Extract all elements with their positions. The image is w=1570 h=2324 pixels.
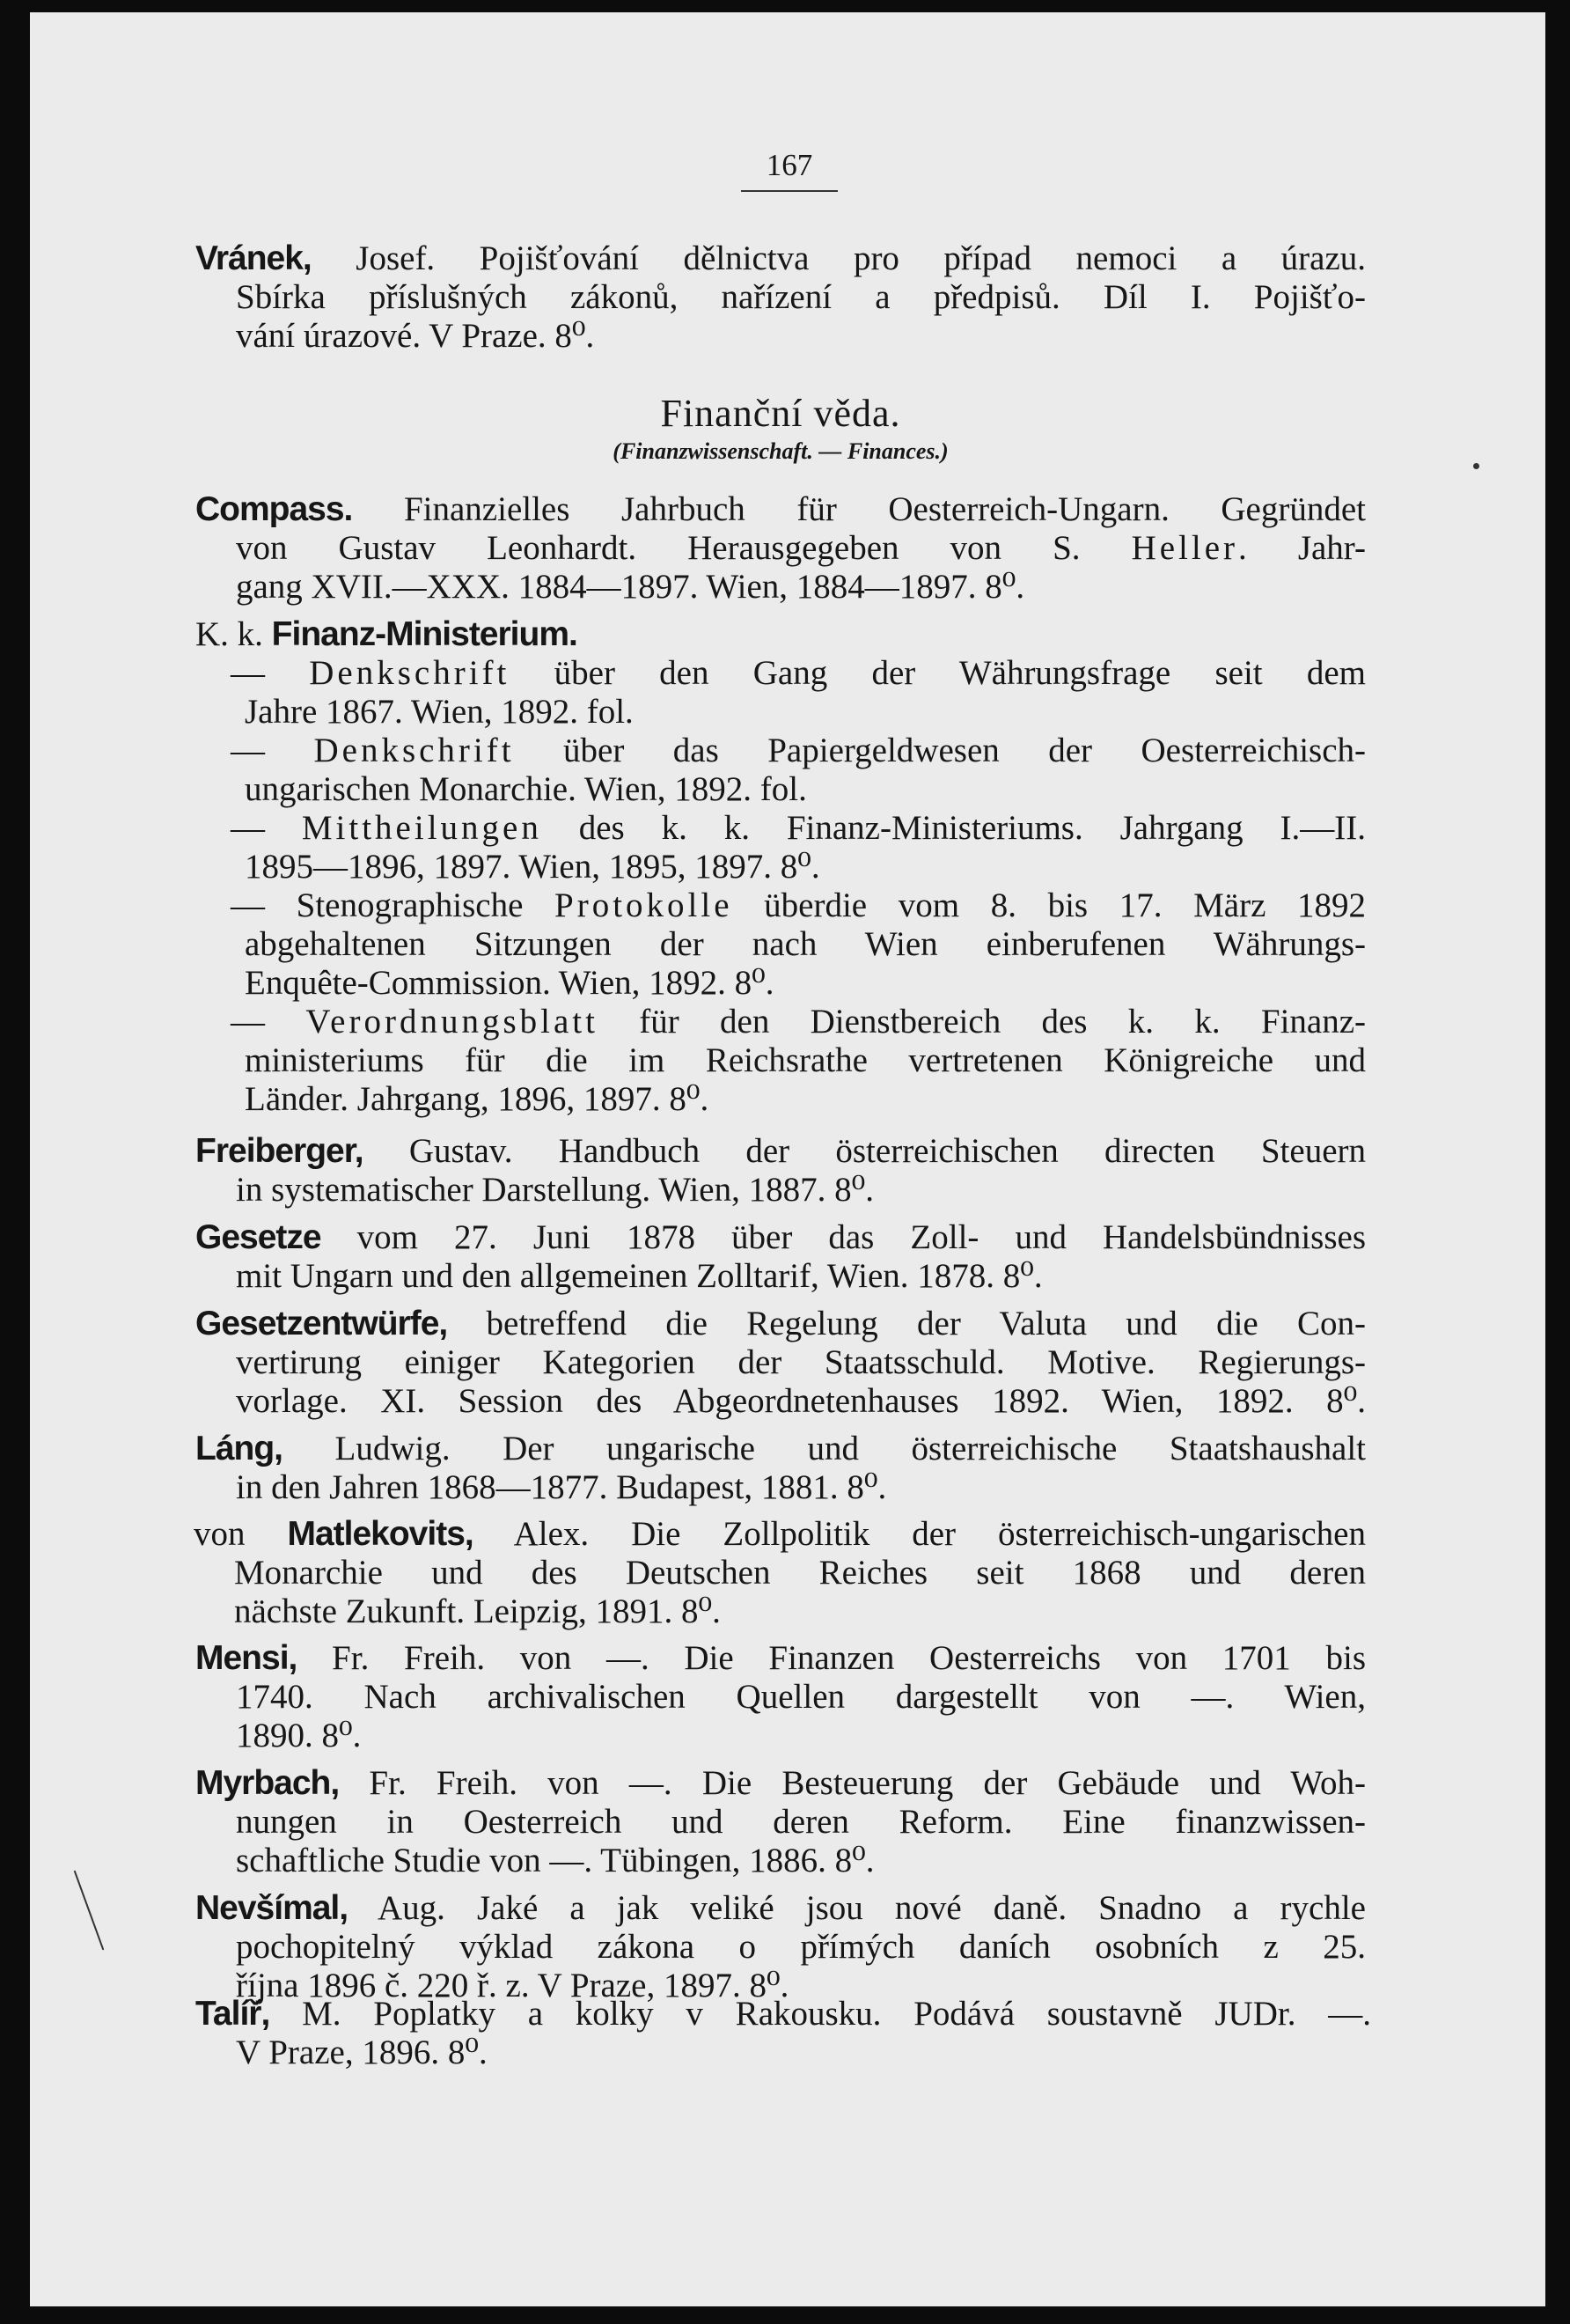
bib-entry-finanz-ministerium: K. k. Finanz-Ministerium. — Denkschrift über den Gang der Währungsfrage seit dem Jahre 1867. Wien, 1892. fol. — Denkschrift über das Papiergeldwesen der Oesterreichisch- ungarischen Monarchie. Wien, 1892. fol. — Mittheilungen des k. k. Finanz-Ministeriums. Jahrgang I.—II. 1895—1896, 1897. Wien, 1895, 1897. 8⁰. — Stenographische Protokolle überdie vom 8. bis 17. März 1892 abgehaltenen Sitzungen der nach Wien einberufenen Währungs- Enquête-Commission. Wien, 1892. 8⁰. — Verordnungsblatt für den Dienstbereich des k. k. Finanz- ministeriums für die im Reichsrathe vertretenen Königreiche und Länder. Jahrgang, 1896, 1897. 8⁰. xyxy=(195,615,1367,1118)
section-heading: Finanční věda. xyxy=(660,392,901,435)
section-subtitle: (Finanzwissenschaft. — Finances.) xyxy=(613,438,949,464)
page-number-rule xyxy=(741,190,838,192)
entry-headword: Mensi, xyxy=(195,1639,297,1677)
scan-speck xyxy=(1473,463,1479,469)
bib-entry-vranek: Vránek, Josef. Pojišťování dělnictva pro případ nemoci a úrazu. Sbírka příslušných zákonů, nařízení a předpisů. Díl I. Pojišťo- vání úrazové. V Praze. 8⁰. xyxy=(195,239,1366,355)
entry-headword: Talíř, xyxy=(195,1995,270,2033)
page-number: 167 xyxy=(766,148,813,182)
bib-entry-gesetze: Gesetze vom 27. Juni 1878 über das Zoll- und Handelsbündnisses mit Ungarn und den allgemeinen Zolltarif, Wien. 1878. 8⁰. xyxy=(195,1218,1366,1295)
entry-headword: Freiberger, xyxy=(195,1132,363,1170)
bib-entry-nevsimal: Nevšímal, Aug. Jaké a jak veliké jsou nové daně. Snadno a rychle pochopitelný výklad zákona o přímých daních osobních z 25. října 1896 č. 220 ř. z. V Praze, 1897. 8⁰. xyxy=(195,1889,1366,2004)
bib-entry-myrbach: Myrbach, Fr. Freih. von —. Die Besteuerung der Gebäude und Woh- nungen in Oesterreich und deren Reform. Eine finanzwissen- schaftliche Studie von —. Tübingen, 1886. 8⁰. xyxy=(195,1764,1366,1879)
bib-entry-gesetzentwuerfe: Gesetzentwürfe, betreffend die Regelung der Valuta und die Con- vertirung einiger Kategorien der Staatsschuld. Motive. Regierungs- vorlage. XI. Session des Abgeordnetenhauses 1892. Wien, 1892. 8⁰. xyxy=(195,1305,1366,1420)
entry-headword: Gesetzentwürfe, xyxy=(195,1305,448,1342)
scanned-page xyxy=(30,12,1545,2306)
entry-headword: Gesetze xyxy=(195,1218,321,1256)
bib-entry-freiberger: Freiberger, Gustav. Handbuch der österreichischen directen Steuern in systematischer Darstellung. Wien, 1887. 8⁰. xyxy=(195,1132,1366,1209)
scan-scratch xyxy=(74,1871,105,1951)
entry-headword: Myrbach, xyxy=(195,1764,340,1802)
entry-headword: Compass. xyxy=(195,490,353,528)
bib-entry-matlekovits: von Matlekovits, Alex. Die Zollpolitik der österreichisch-ungarischen Monarchie und des Deutschen Reiches seit 1868 und deren nächste Zukunft. Leipzig, 1891. 8⁰. xyxy=(194,1515,1366,1630)
entry-headword: Láng, xyxy=(195,1430,282,1467)
bib-entry-talir: Talíř, M. Poplatky a kolky v Rakousku. Podává soustavně JUDr. —. V Praze, 1896. 8⁰. xyxy=(195,1995,1371,2071)
bib-entry-compass: Compass. Finanzielles Jahrbuch für Oesterreich-Ungarn. Gegründet von Gustav Leonhardt. Herausgegeben von S. Heller. Jahr- gang XVII.—XXX. 1884—1897. Wien, 1884—1897. 8⁰. xyxy=(195,490,1367,606)
entry-headword: Nevšímal, xyxy=(195,1889,348,1927)
entry-headword: Matlekovits, xyxy=(287,1515,473,1553)
entry-headword: Vránek, xyxy=(195,239,312,277)
bib-entry-lang: Láng, Ludwig. Der ungarische und österreichische Staatshaushalt in den Jahren 1868—1877. Budapest, 1881. 8⁰. xyxy=(195,1430,1366,1506)
entry-headword: Finanz-Ministerium. xyxy=(271,615,577,653)
bib-entry-mensi: Mensi, Fr. Freih. von —. Die Finanzen Oesterreichs von 1701 bis 1740. Nach archivalischen Quellen dargestellt von —. Wien, 1890. 8⁰. xyxy=(195,1639,1366,1754)
